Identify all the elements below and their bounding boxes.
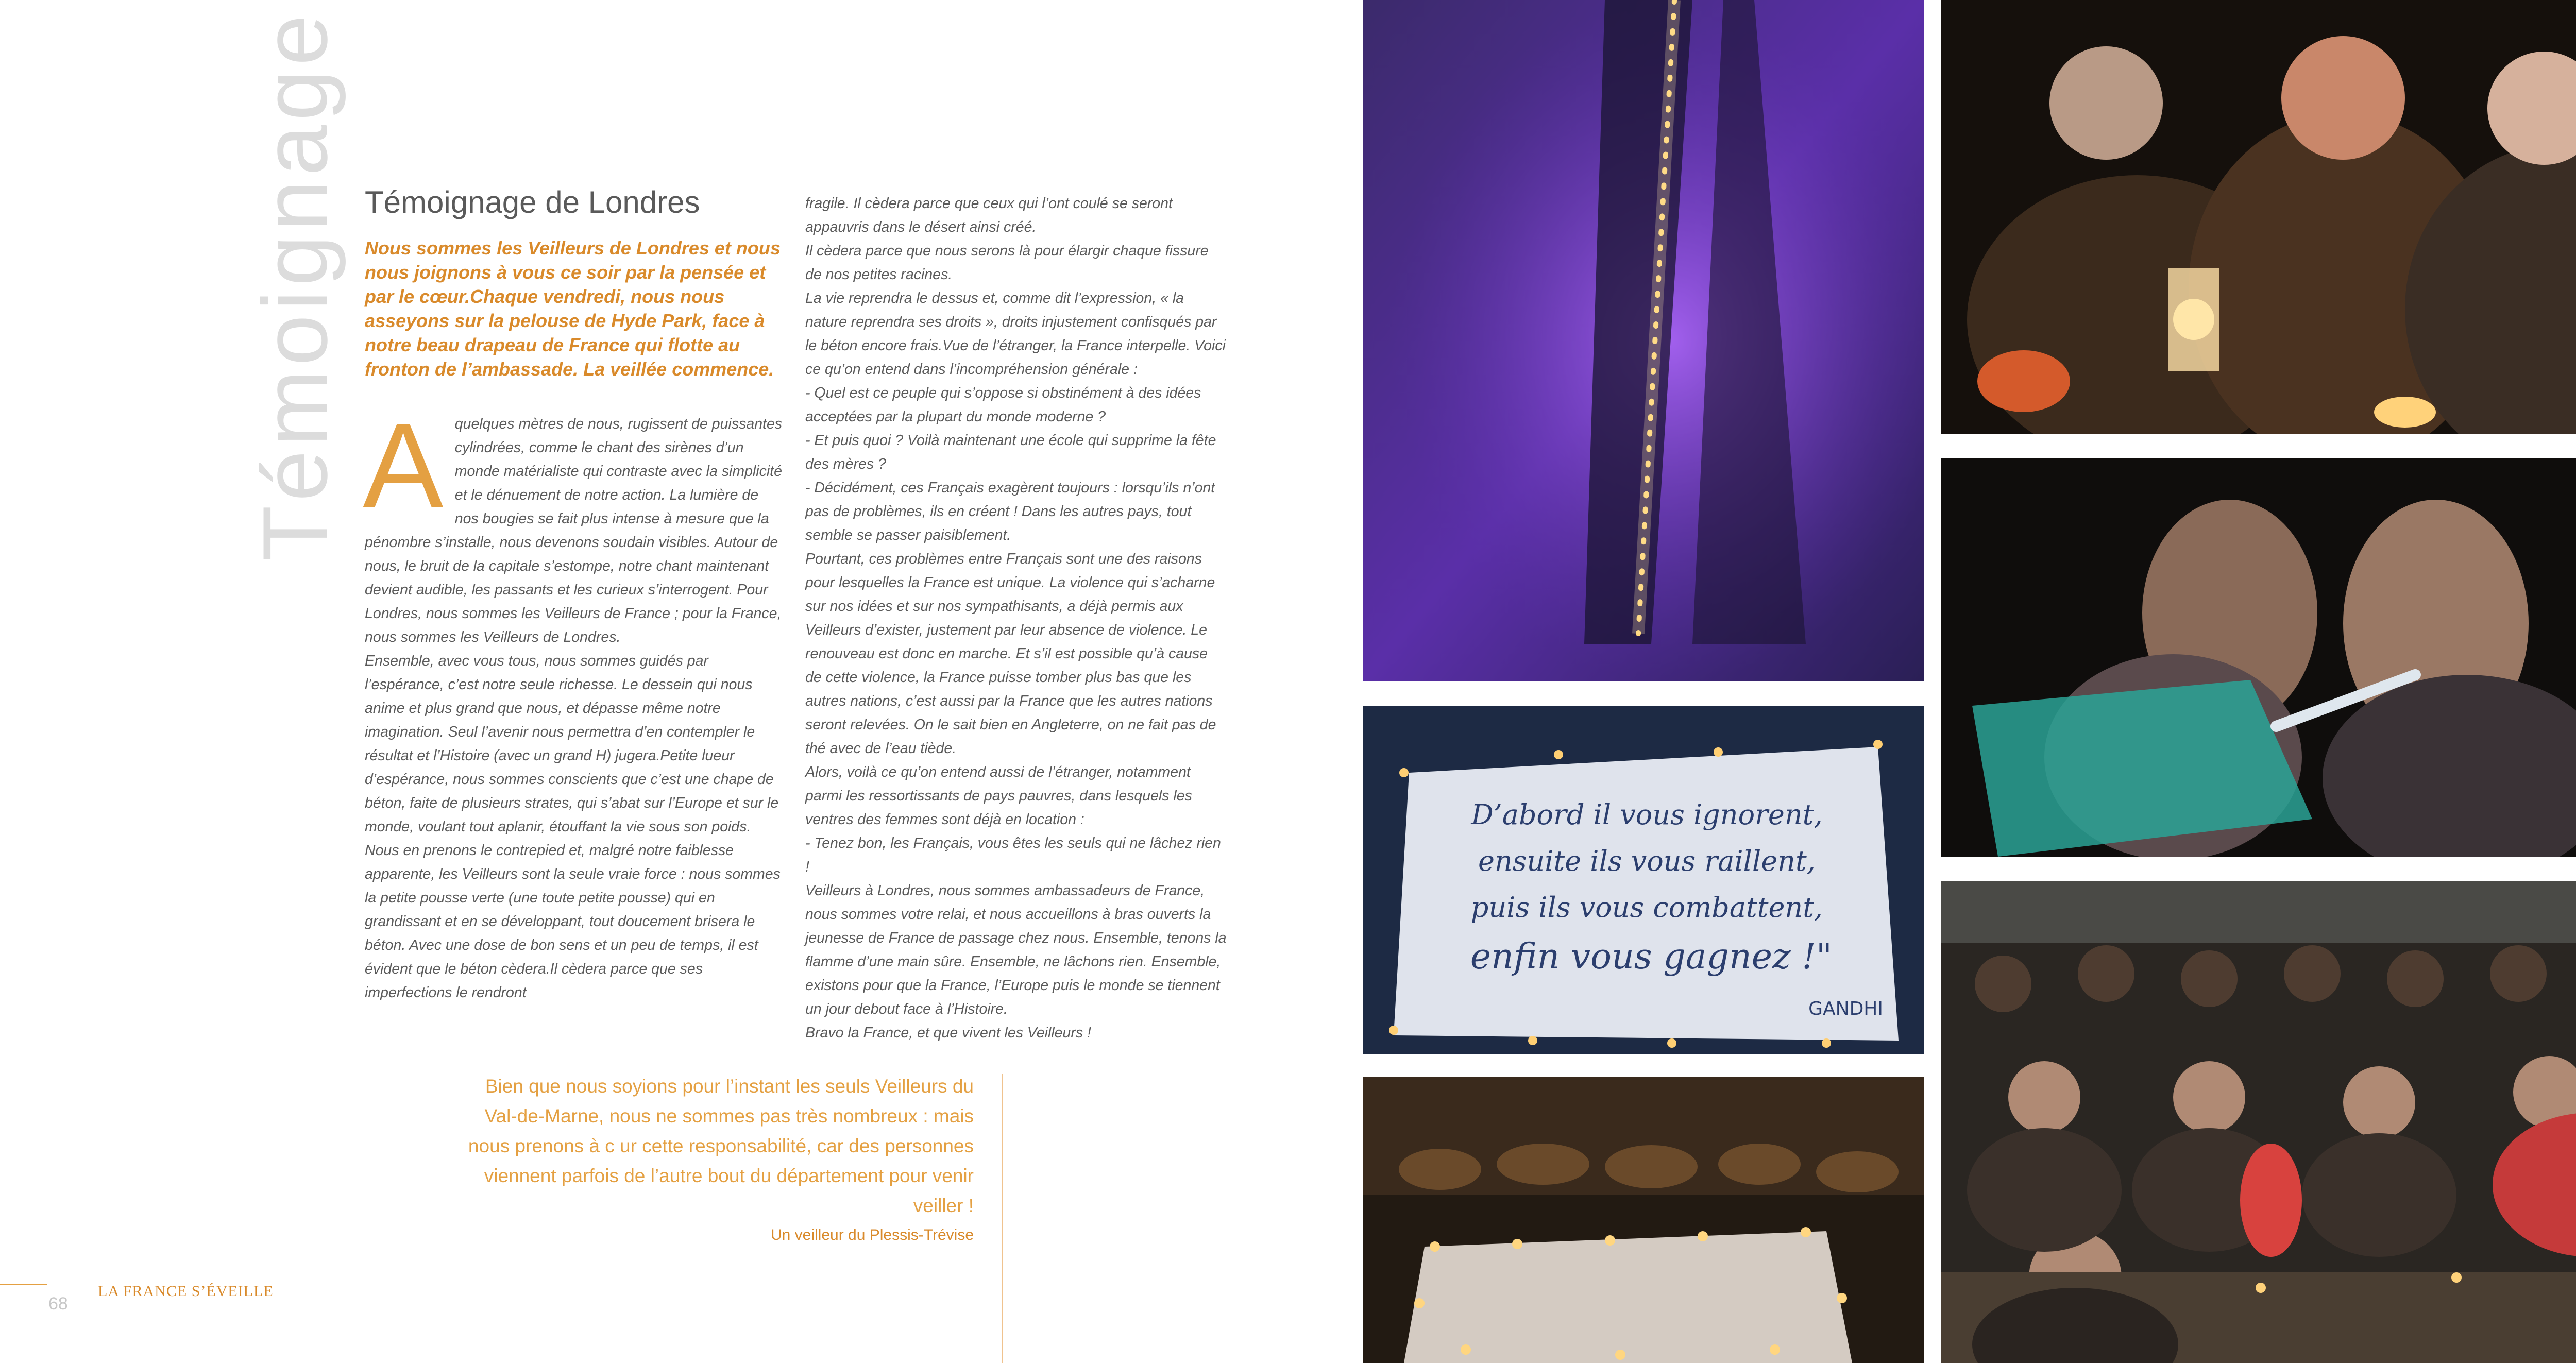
running-head: LA FRANCE S’ÉVEILLE bbox=[98, 1283, 274, 1300]
page-number: 68 bbox=[48, 1294, 68, 1314]
photo-reading-light bbox=[1941, 458, 2576, 857]
paragraph: Veilleurs à Londres, nous sommes ambassadeurs de France, nous sommes votre relai, et nous accueillons à bras ouverts la jeunesse de France de passage chez nous. Ensemble, tenons la flamme d’une main sûre. Ensemble, ne lâchons rien. Ensemble, existons pour que la France, l’Europe puis le monde se tiennent un jour debout face à l’Histoire. bbox=[805, 882, 1227, 1017]
paragraph: Il cèdera parce que nous serons là pour élargir chaque fissure de nos petites racines. bbox=[805, 243, 1209, 283]
text-column-1 bbox=[363, 398, 783, 1004]
banner-text: D’abord il vous ignorent, ensuite ils vous raillent, puis ils vous combattent, enfin vous gagnez !" bbox=[1470, 798, 1833, 977]
text-column-2 bbox=[805, 192, 1228, 1045]
paragraph: Alors, voilà ce qu’on entend aussi de l’étranger, notamment parmi les ressortissants de pays pauvres, dans lesquels les ventres des femmes sont déjà en location : bbox=[805, 764, 1192, 828]
paragraph: Bravo la France, et que vivent les Veilleurs ! bbox=[805, 1025, 1091, 1041]
paragraph: quelques mètres de nous, rugissent de puissantes cylindrées, comme le chant des sirènes d’un monde matérialiste qui contraste avec la simplicité et le dénuement de notre action. La lumière de nos bougies se fait plus intense à mesure que la pénombre s’installe, nous devenons soudain visibles. Autour de nous, le bruit de la capitale s’estompe, notre chant maintenant devient audible, les passants et les curieux s’interrogent. Pour Londres, nous sommes les Veilleurs de France ; pour la France, nous sommes les Veilleurs de Londres. bbox=[365, 416, 783, 645]
svg-text:GANDHI: GANDHI bbox=[1808, 998, 1883, 1019]
article-title: Témoignage de Londres bbox=[365, 185, 700, 219]
photo-night-square bbox=[1363, 1077, 1924, 1363]
footer-rule bbox=[0, 1284, 47, 1285]
paragraph: - Et puis quoi ? Voilà maintenant une école qui supprime la fête des mères ? bbox=[805, 432, 1216, 472]
photo-candle-lanterns bbox=[1941, 0, 2576, 434]
paragraph: Ensemble, avec vous tous, nous sommes guidés par l’espérance, c’est notre seule richesse. Le dessein qui nous anime et plus grand que nous, et dépasse même notre imagination. Seul l’avenir nous permettra d’en contempler le résultat et l’Histoire (avec un grand H) jugera.Petite lueur d’espérance, nous sommes conscients que c’est une chape de béton, faite de plusieurs strates, qui s’abat sur l’Europe et sur le monde, voulant tout aplanir, étouffant la vie sous son poids. Nous en prenons le contrepied et, malgré notre faiblesse apparente, les Veilleurs sont la seule vraie force : nous sommes la petite pousse verte (une toute petite pousse) qui en grandissant et en se développant, tout doucement brisera le béton. Avec une dose de bon sens et un peu de temps, il est évident que le béton cèdera.Il cèdera parce que ses imperfections le rendront bbox=[365, 653, 781, 1001]
paragraph: La vie reprendra le dessus et, comme dit l’expression, « la nature reprendra ses droits », droits injustement confisqués par le béton encore frais.Vue de l’étranger, la France interpelle. Voici ce qu’on entend dans l’incompréhension générale : bbox=[805, 290, 1226, 378]
photo-candle-line bbox=[1363, 0, 1924, 682]
paragraph: Pourtant, ces problèmes entre Français sont une des raisons pour lesquelles la France est unique. La violence qui s’acharne sur nos idées et sur nos sympathisants, a déjà permis aux Veilleurs d’exister, justement par leur absence de violence. Le renouveau est donc en marche. Et s’il est possible qu’à cause de cette violence, la France puisse tomber plus bas que les autres nations, c’est aussi par la France que les autres nations seront relevées. On le sait bien en Angleterre, on ne fait pas de thé avec de l’eau tiède. bbox=[805, 551, 1216, 757]
paragraph: - Décidément, ces Français exagèrent toujours : lorsqu’ils n’ont pas de problèmes, ils en créent ! Dans les autres pays, tout semble se passer paisiblement. bbox=[805, 480, 1215, 543]
pull-quote: Bien que nous soyions pour l’instant les seuls Veilleurs du Val-de-Marne, nous ne sommes pas très nombreux : mais nous prenons à c ur cette responsabilité, car des personnes viennent parfois de l’autre bout du département pour venir veiller ! bbox=[468, 1076, 974, 1216]
pull-quote-rule bbox=[1002, 1074, 1003, 1363]
photo-gandhi-banner bbox=[1363, 706, 1924, 1054]
drop-cap: A bbox=[363, 398, 444, 533]
article-lead: Nous sommes les Veilleurs de Londres et nous nous joignons à vous ce soir par la pensée et par le cœur.Chaque vendredi, nous nous asseyons sur la pelouse de Hyde Park, face à notre beau drapeau de France qui flotte au fronton de l’ambassade. La veillée commence. bbox=[365, 237, 781, 380]
vertical-section-title: Témoignage bbox=[244, 10, 346, 561]
paragraph: fragile. Il cèdera parce que ceux qui l’ont coulé se seront appauvris dans le désert ainsi créé. bbox=[805, 195, 1173, 235]
paragraph: - Quel est ce peuple qui s’oppose si obstinément à des idées acceptées par la plupart du monde moderne ? bbox=[805, 385, 1201, 425]
paragraph: - Tenez bon, les Français, vous êtes les seuls qui ne lâchez rien ! bbox=[805, 835, 1221, 875]
pull-quote-author: Un veilleur du Plessis-Trévise bbox=[770, 1226, 974, 1243]
photo-crowd-dusk bbox=[1941, 881, 2576, 1363]
